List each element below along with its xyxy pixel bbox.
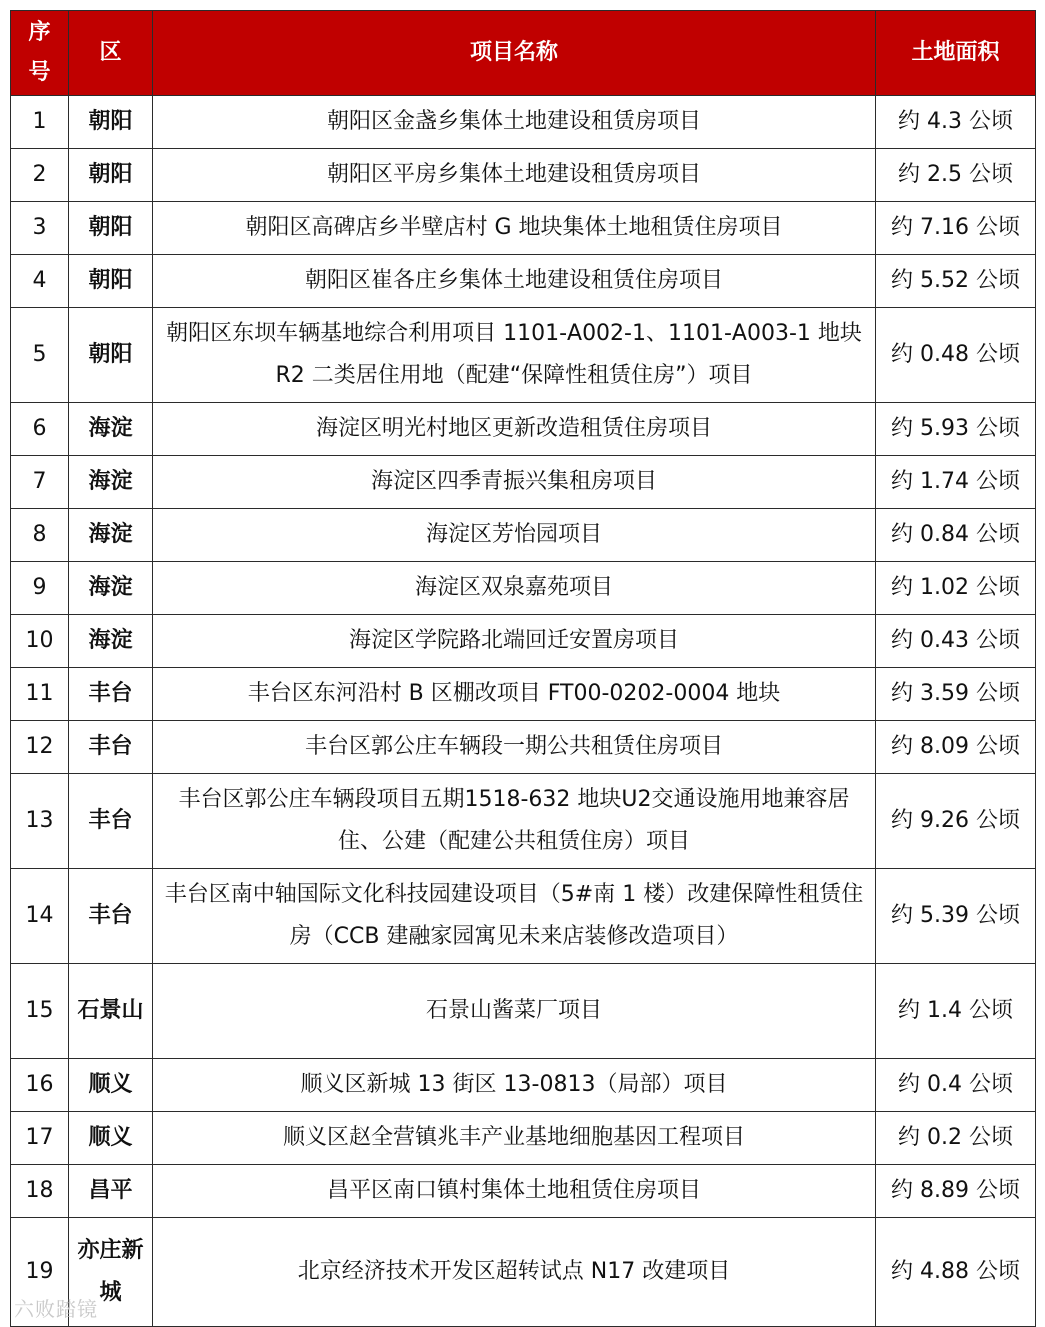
row-project-name: 朝阳区崔各庄乡集体土地建设租赁住房项目 — [153, 255, 876, 308]
row-index: 14 — [11, 869, 69, 964]
row-district: 石景山 — [69, 964, 153, 1059]
row-land-area: 约 3.59 公顷 — [876, 668, 1036, 721]
row-index: 8 — [11, 509, 69, 562]
table-row — [11, 615, 1036, 668]
row-index: 1 — [11, 96, 69, 149]
row-project-name: 顺义区新城 13 街区 13-0813（局部）项目 — [153, 1059, 876, 1112]
table-row — [11, 308, 1036, 403]
row-index: 19 — [11, 1218, 69, 1327]
row-land-area: 约 0.48 公顷 — [876, 308, 1036, 403]
row-district: 顺义 — [69, 1059, 153, 1112]
row-project-name: 海淀区学院路北端回迁安置房项目 — [153, 615, 876, 668]
row-project-name: 朝阳区平房乡集体土地建设租赁房项目 — [153, 149, 876, 202]
row-district: 海淀 — [69, 562, 153, 615]
row-index: 4 — [11, 255, 69, 308]
row-district: 亦庄新城 — [69, 1218, 153, 1327]
row-land-area: 约 0.84 公顷 — [876, 509, 1036, 562]
row-land-area: 约 5.52 公顷 — [876, 255, 1036, 308]
row-project-name: 海淀区双泉嘉苑项目 — [153, 562, 876, 615]
row-land-area: 约 2.5 公顷 — [876, 149, 1036, 202]
row-district: 海淀 — [69, 615, 153, 668]
row-district: 丰台 — [69, 869, 153, 964]
row-land-area: 约 1.74 公顷 — [876, 456, 1036, 509]
land-project-table — [10, 10, 1036, 1327]
row-district: 海淀 — [69, 509, 153, 562]
header-index-char-1: 序 — [28, 20, 51, 45]
row-district: 丰台 — [69, 721, 153, 774]
row-index: 7 — [11, 456, 69, 509]
header-district: 区 — [69, 11, 153, 96]
row-project-name: 海淀区四季青振兴集租房项目 — [153, 456, 876, 509]
table-row — [11, 668, 1036, 721]
row-land-area: 约 5.93 公顷 — [876, 403, 1036, 456]
row-land-area: 约 8.89 公顷 — [876, 1165, 1036, 1218]
row-project-name: 丰台区郭公庄车辆段项目五期1518-632 地块U2交通设施用地兼容居住、公建（配建公共租赁住房）项目 — [153, 774, 876, 869]
table-row — [11, 403, 1036, 456]
row-district: 丰台 — [69, 774, 153, 869]
watermark-text: 六败踏镜 — [14, 1297, 98, 1321]
table-row — [11, 964, 1036, 1059]
row-index: 18 — [11, 1165, 69, 1218]
header-index — [11, 11, 69, 96]
table-row — [11, 1112, 1036, 1165]
row-land-area: 约 4.3 公顷 — [876, 96, 1036, 149]
row-project-name: 朝阳区高碑店乡半壁店村 G 地块集体土地租赁住房项目 — [153, 202, 876, 255]
row-project-name: 丰台区郭公庄车辆段一期公共租赁住房项目 — [153, 721, 876, 774]
table-row — [11, 1218, 1036, 1327]
row-project-name: 北京经济技术开发区超转试点 N17 改建项目 — [153, 1218, 876, 1327]
row-project-name: 朝阳区东坝车辆基地综合利用项目 1101-A002-1、1101-A003-1 地块 R2 二类居住用地（配建“保障性租赁住房”）项目 — [153, 308, 876, 403]
row-land-area: 约 9.26 公顷 — [876, 774, 1036, 869]
row-project-name: 顺义区赵全营镇兆丰产业基地细胞基因工程项目 — [153, 1112, 876, 1165]
row-district: 海淀 — [69, 403, 153, 456]
row-land-area: 约 7.16 公顷 — [876, 202, 1036, 255]
row-index: 6 — [11, 403, 69, 456]
table-row — [11, 1165, 1036, 1218]
row-district: 顺义 — [69, 1112, 153, 1165]
row-index: 17 — [11, 1112, 69, 1165]
row-index: 13 — [11, 774, 69, 869]
header-land-area: 土地面积 — [876, 11, 1036, 96]
row-index: 15 — [11, 964, 69, 1059]
table-row — [11, 509, 1036, 562]
table-header — [11, 11, 1036, 96]
row-index: 9 — [11, 562, 69, 615]
row-district: 海淀 — [69, 456, 153, 509]
row-project-name: 丰台区东河沿村 B 区棚改项目 FT00-0202-0004 地块 — [153, 668, 876, 721]
table-row — [11, 774, 1036, 869]
header-row — [11, 11, 1036, 96]
row-district: 朝阳 — [69, 202, 153, 255]
row-index: 12 — [11, 721, 69, 774]
row-district: 朝阳 — [69, 255, 153, 308]
row-project-name: 朝阳区金盏乡集体土地建设租赁房项目 — [153, 96, 876, 149]
row-index: 3 — [11, 202, 69, 255]
row-district: 丰台 — [69, 668, 153, 721]
row-district: 昌平 — [69, 1165, 153, 1218]
row-project-name: 昌平区南口镇村集体土地租赁住房项目 — [153, 1165, 876, 1218]
table-row — [11, 869, 1036, 964]
table-body — [11, 96, 1036, 1327]
row-district: 朝阳 — [69, 308, 153, 403]
row-land-area: 约 0.4 公顷 — [876, 1059, 1036, 1112]
row-land-area: 约 0.43 公顷 — [876, 615, 1036, 668]
row-land-area: 约 0.2 公顷 — [876, 1112, 1036, 1165]
row-land-area: 约 8.09 公顷 — [876, 721, 1036, 774]
table-row — [11, 1059, 1036, 1112]
row-land-area: 约 5.39 公顷 — [876, 869, 1036, 964]
table-row — [11, 255, 1036, 308]
row-district: 朝阳 — [69, 96, 153, 149]
row-land-area: 约 1.4 公顷 — [876, 964, 1036, 1059]
row-project-name: 海淀区明光村地区更新改造租赁住房项目 — [153, 403, 876, 456]
row-land-area: 约 1.02 公顷 — [876, 562, 1036, 615]
row-index: 10 — [11, 615, 69, 668]
header-project-name: 项目名称 — [153, 11, 876, 96]
row-project-name: 丰台区南中轴国际文化科技园建设项目（5#南 1 楼）改建保障性租赁住房（CCB 建融家园寓见未来店装修改造项目） — [153, 869, 876, 964]
row-project-name: 海淀区芳怡园项目 — [153, 509, 876, 562]
row-project-name: 石景山酱菜厂项目 — [153, 964, 876, 1059]
row-land-area: 约 4.88 公顷 — [876, 1218, 1036, 1327]
table-row — [11, 96, 1036, 149]
table-row — [11, 202, 1036, 255]
row-index: 11 — [11, 668, 69, 721]
table-row — [11, 149, 1036, 202]
row-index: 5 — [11, 308, 69, 403]
row-index: 16 — [11, 1059, 69, 1112]
header-index-char-2: 号 — [28, 60, 51, 85]
table-row — [11, 456, 1036, 509]
row-index: 2 — [11, 149, 69, 202]
table-row — [11, 721, 1036, 774]
row-district: 朝阳 — [69, 149, 153, 202]
table-row — [11, 562, 1036, 615]
